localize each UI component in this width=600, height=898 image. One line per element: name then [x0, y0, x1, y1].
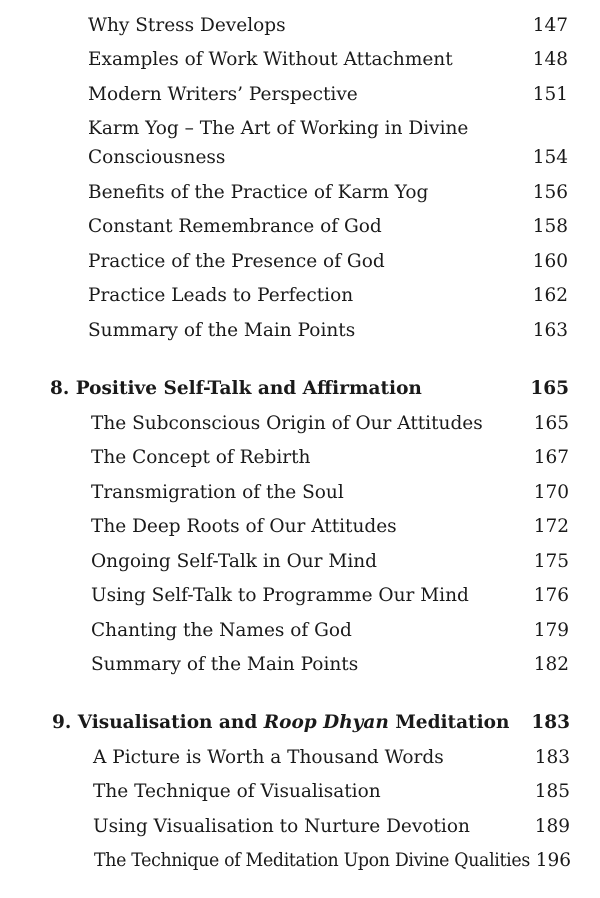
toc-entry [88, 114, 568, 174]
toc-entry-title: Summary of the Main Points [91, 654, 359, 675]
toc-entry-title: Modern Writers’ Perspective [88, 84, 358, 105]
toc-entry-page: 189 [534, 816, 570, 837]
toc-entry-title: Ongoing Self-Talk in Our Mind [91, 551, 378, 572]
toc-entry-page: 172 [533, 516, 569, 537]
toc-entry-title: Chanting the Names of God [91, 620, 352, 641]
chapter-title-suffix: Meditation [388, 712, 510, 733]
toc-entry-title: The Subconscious Origin of Our Attitudes [91, 413, 483, 434]
toc-entry-page: 176 [533, 585, 569, 606]
toc-entry-title: Summary of the Main Points [88, 320, 356, 341]
toc-entry-title: The Concept of Rebirth [91, 447, 311, 468]
toc-entry-page: 162 [532, 285, 568, 306]
toc-entry-page: 183 [534, 747, 570, 768]
toc-entry-page: 154 [532, 147, 568, 168]
toc-entry-page: 179 [533, 620, 569, 641]
toc-entry-title: The Deep Roots of Our Attitudes [91, 516, 397, 537]
toc-entry-page: 167 [533, 447, 569, 468]
toc-entry-page: 165 [533, 413, 569, 434]
toc-entry-page: 156 [532, 182, 568, 203]
toc-entry-title: The Technique of Visualisation [93, 781, 381, 802]
toc-entry-page: 170 [533, 482, 569, 503]
toc-entry-title: Benefits of the Practice of Karm Yog [88, 182, 429, 203]
toc-entry-page: 158 [532, 216, 568, 237]
toc-entry-title-line1: Karm Yog – The Art of Working in Divine [88, 118, 469, 139]
toc-entry-title: Constant Remembrance of God [88, 216, 382, 237]
toc-entry-title: Practice Leads to Perfection [88, 285, 354, 306]
toc-entry-title: Transmigration of the Soul [91, 482, 344, 503]
toc-entry-page: 147 [532, 15, 568, 36]
toc-entry-title: Why Stress Develops [88, 15, 286, 36]
toc-entry-page: 151 [532, 84, 568, 105]
toc-entry-page: 185 [534, 781, 570, 802]
chapter-title-prefix: 9. Visualisation and [52, 712, 264, 733]
toc-entry-page: 175 [533, 551, 569, 572]
toc-entry-page: 163 [532, 320, 568, 341]
toc-entry-title: Practice of the Presence of God [88, 251, 385, 272]
chapter-title [52, 708, 509, 737]
toc-entry-title-line2: Consciousness [88, 147, 226, 168]
toc-entry-title: The Technique of Meditation Upon Divine Qualities [94, 850, 530, 871]
toc-entry-page: 160 [532, 251, 568, 272]
chapter-page: 183 [531, 712, 570, 733]
toc-entry-title: Examples of Work Without Attachment [88, 49, 453, 70]
toc-entry-title: Using Visualisation to Nurture Devotion [93, 816, 470, 837]
toc-entry-title: A Picture is Worth a Thousand Words [93, 747, 444, 768]
chapter-title: 8. Positive Self-Talk and Affirmation [50, 378, 422, 399]
toc-entry-page: 148 [532, 49, 568, 70]
chapter-page: 165 [530, 378, 569, 399]
toc-entry-title: Using Self-Talk to Programme Our Mind [91, 585, 469, 606]
toc-entry-page: 182 [533, 654, 569, 675]
toc-entry-page: 196 [535, 850, 571, 871]
chapter-title-italic: Roop Dhyan [263, 712, 389, 733]
